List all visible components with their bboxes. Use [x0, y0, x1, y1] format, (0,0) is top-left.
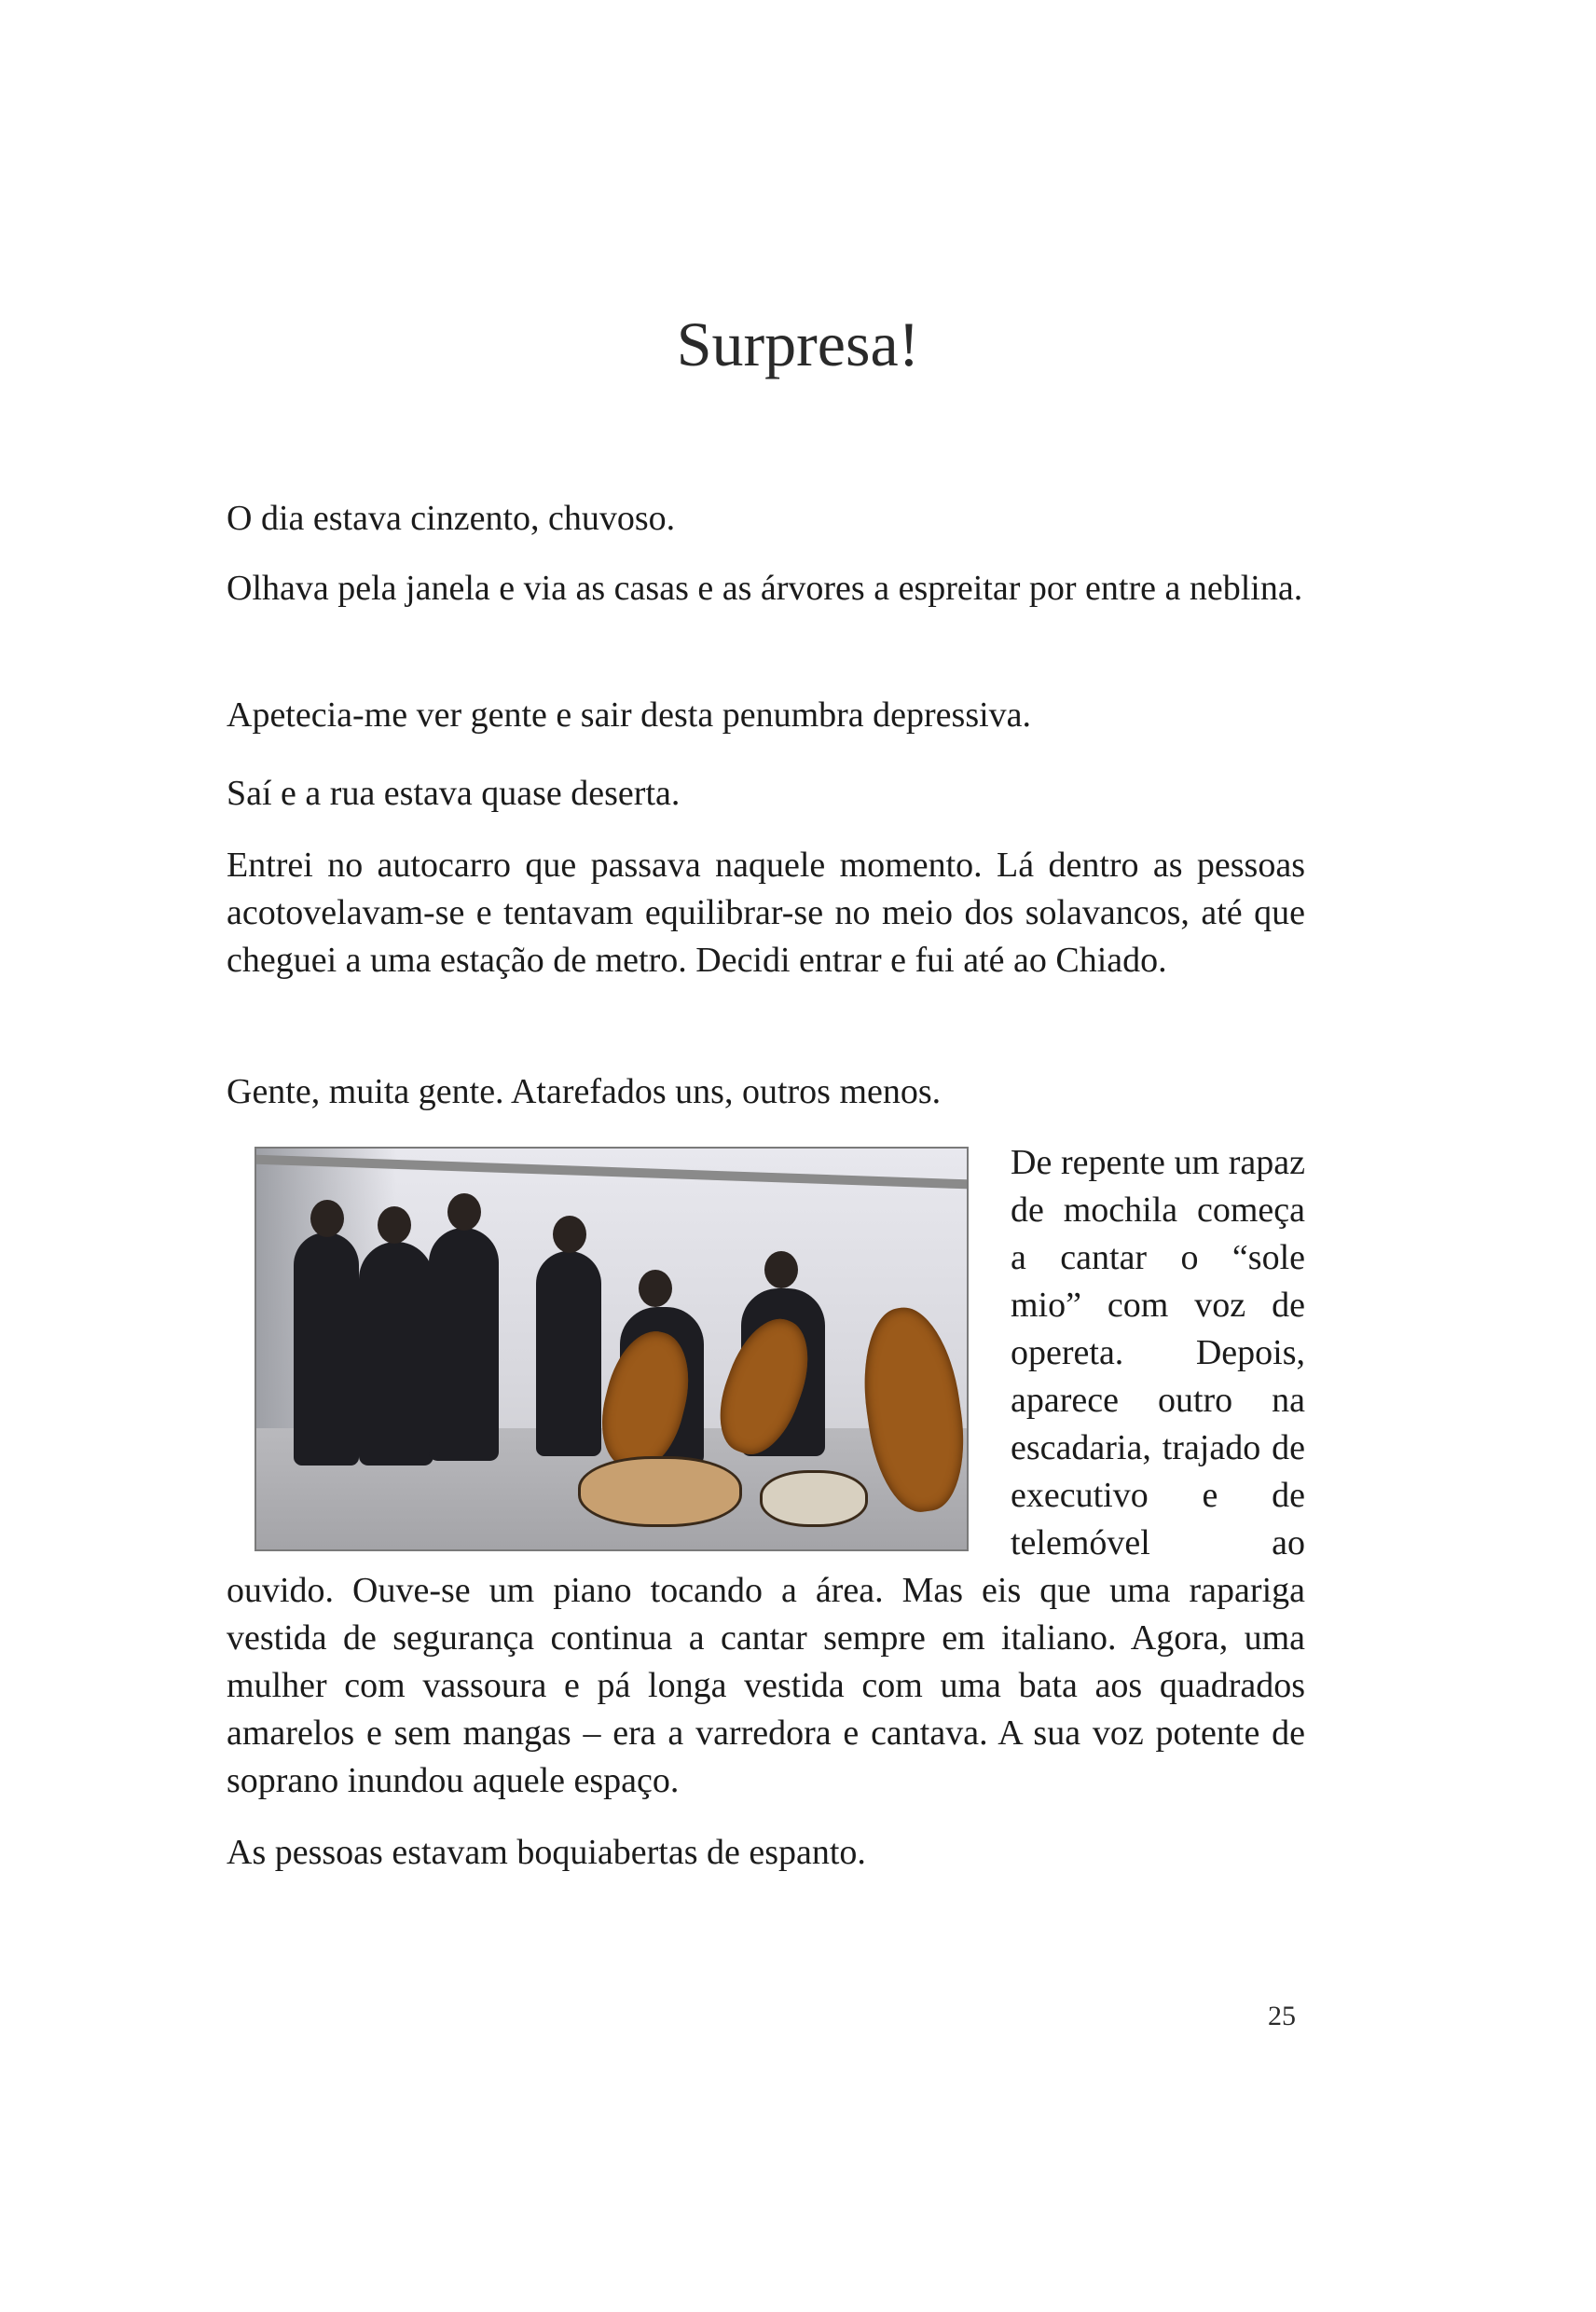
- paragraph-2: Olhava pela janela e via as casas e as árvores a espreitar por entre a neblina.: [227, 569, 1303, 608]
- musician-figure: [294, 1232, 359, 1466]
- instrument-case: [578, 1456, 742, 1527]
- paragraph-3: Apetecia-me ver gente e sair desta penumbra depressiva.: [227, 695, 1032, 735]
- musician-head: [764, 1251, 798, 1288]
- paragraph-5: Entrei no autocarro que passava naquele momento. Lá dentro as pessoas acotovelavam-se e tentavam equilibrar-se no meio dos solavancos, até que cheguei a uma estação de metro. Decidi entrar e fui até ao Chiado.: [227, 846, 1305, 980]
- page-title: Surpresa!: [676, 309, 920, 379]
- flow-paragraph: De repente um rapaz de mochila começa a cantar o “sole mio” com voz de opereta. Depois, aparece outro na escadaria, trajado de executivo e de telemóvel ao ouvido. Ouve-se um piano tocando a área. Mas eis que uma rapariga vestida de segurança continua a cantar sempre em italiano. Agora, uma mulher com vassoura e pá longa vestida com uma bata aos quadrados amarelos e sem mangas – era a varredora e cantava. A sua voz potente de soprano inundou aquele espaço.: [227, 1143, 1305, 1800]
- closing-paragraph: As pessoas estavam boquiabertas de espanto.: [227, 1833, 866, 1872]
- musician-figure: [536, 1251, 601, 1456]
- musician-figure: [359, 1242, 433, 1466]
- flow-section: [227, 1139, 1305, 1877]
- paragraph-spacer: [227, 1805, 1305, 1829]
- paragraph-1: O dia estava cinzento, chuvoso.: [227, 499, 676, 538]
- musician-head: [639, 1270, 672, 1307]
- musician-head: [378, 1206, 411, 1244]
- page-number: 25: [1268, 2001, 1296, 2031]
- musician-head: [310, 1200, 344, 1237]
- musician-head: [553, 1216, 586, 1253]
- orchestra-photo: [255, 1147, 969, 1551]
- musician-figure: [429, 1228, 499, 1461]
- paragraph-6: Gente, muita gente. Atarefados uns, outros menos.: [227, 1072, 942, 1111]
- musician-head: [447, 1193, 481, 1231]
- instrument-case: [760, 1470, 868, 1527]
- paragraph-4: Saí e a rua estava quase deserta.: [227, 774, 681, 813]
